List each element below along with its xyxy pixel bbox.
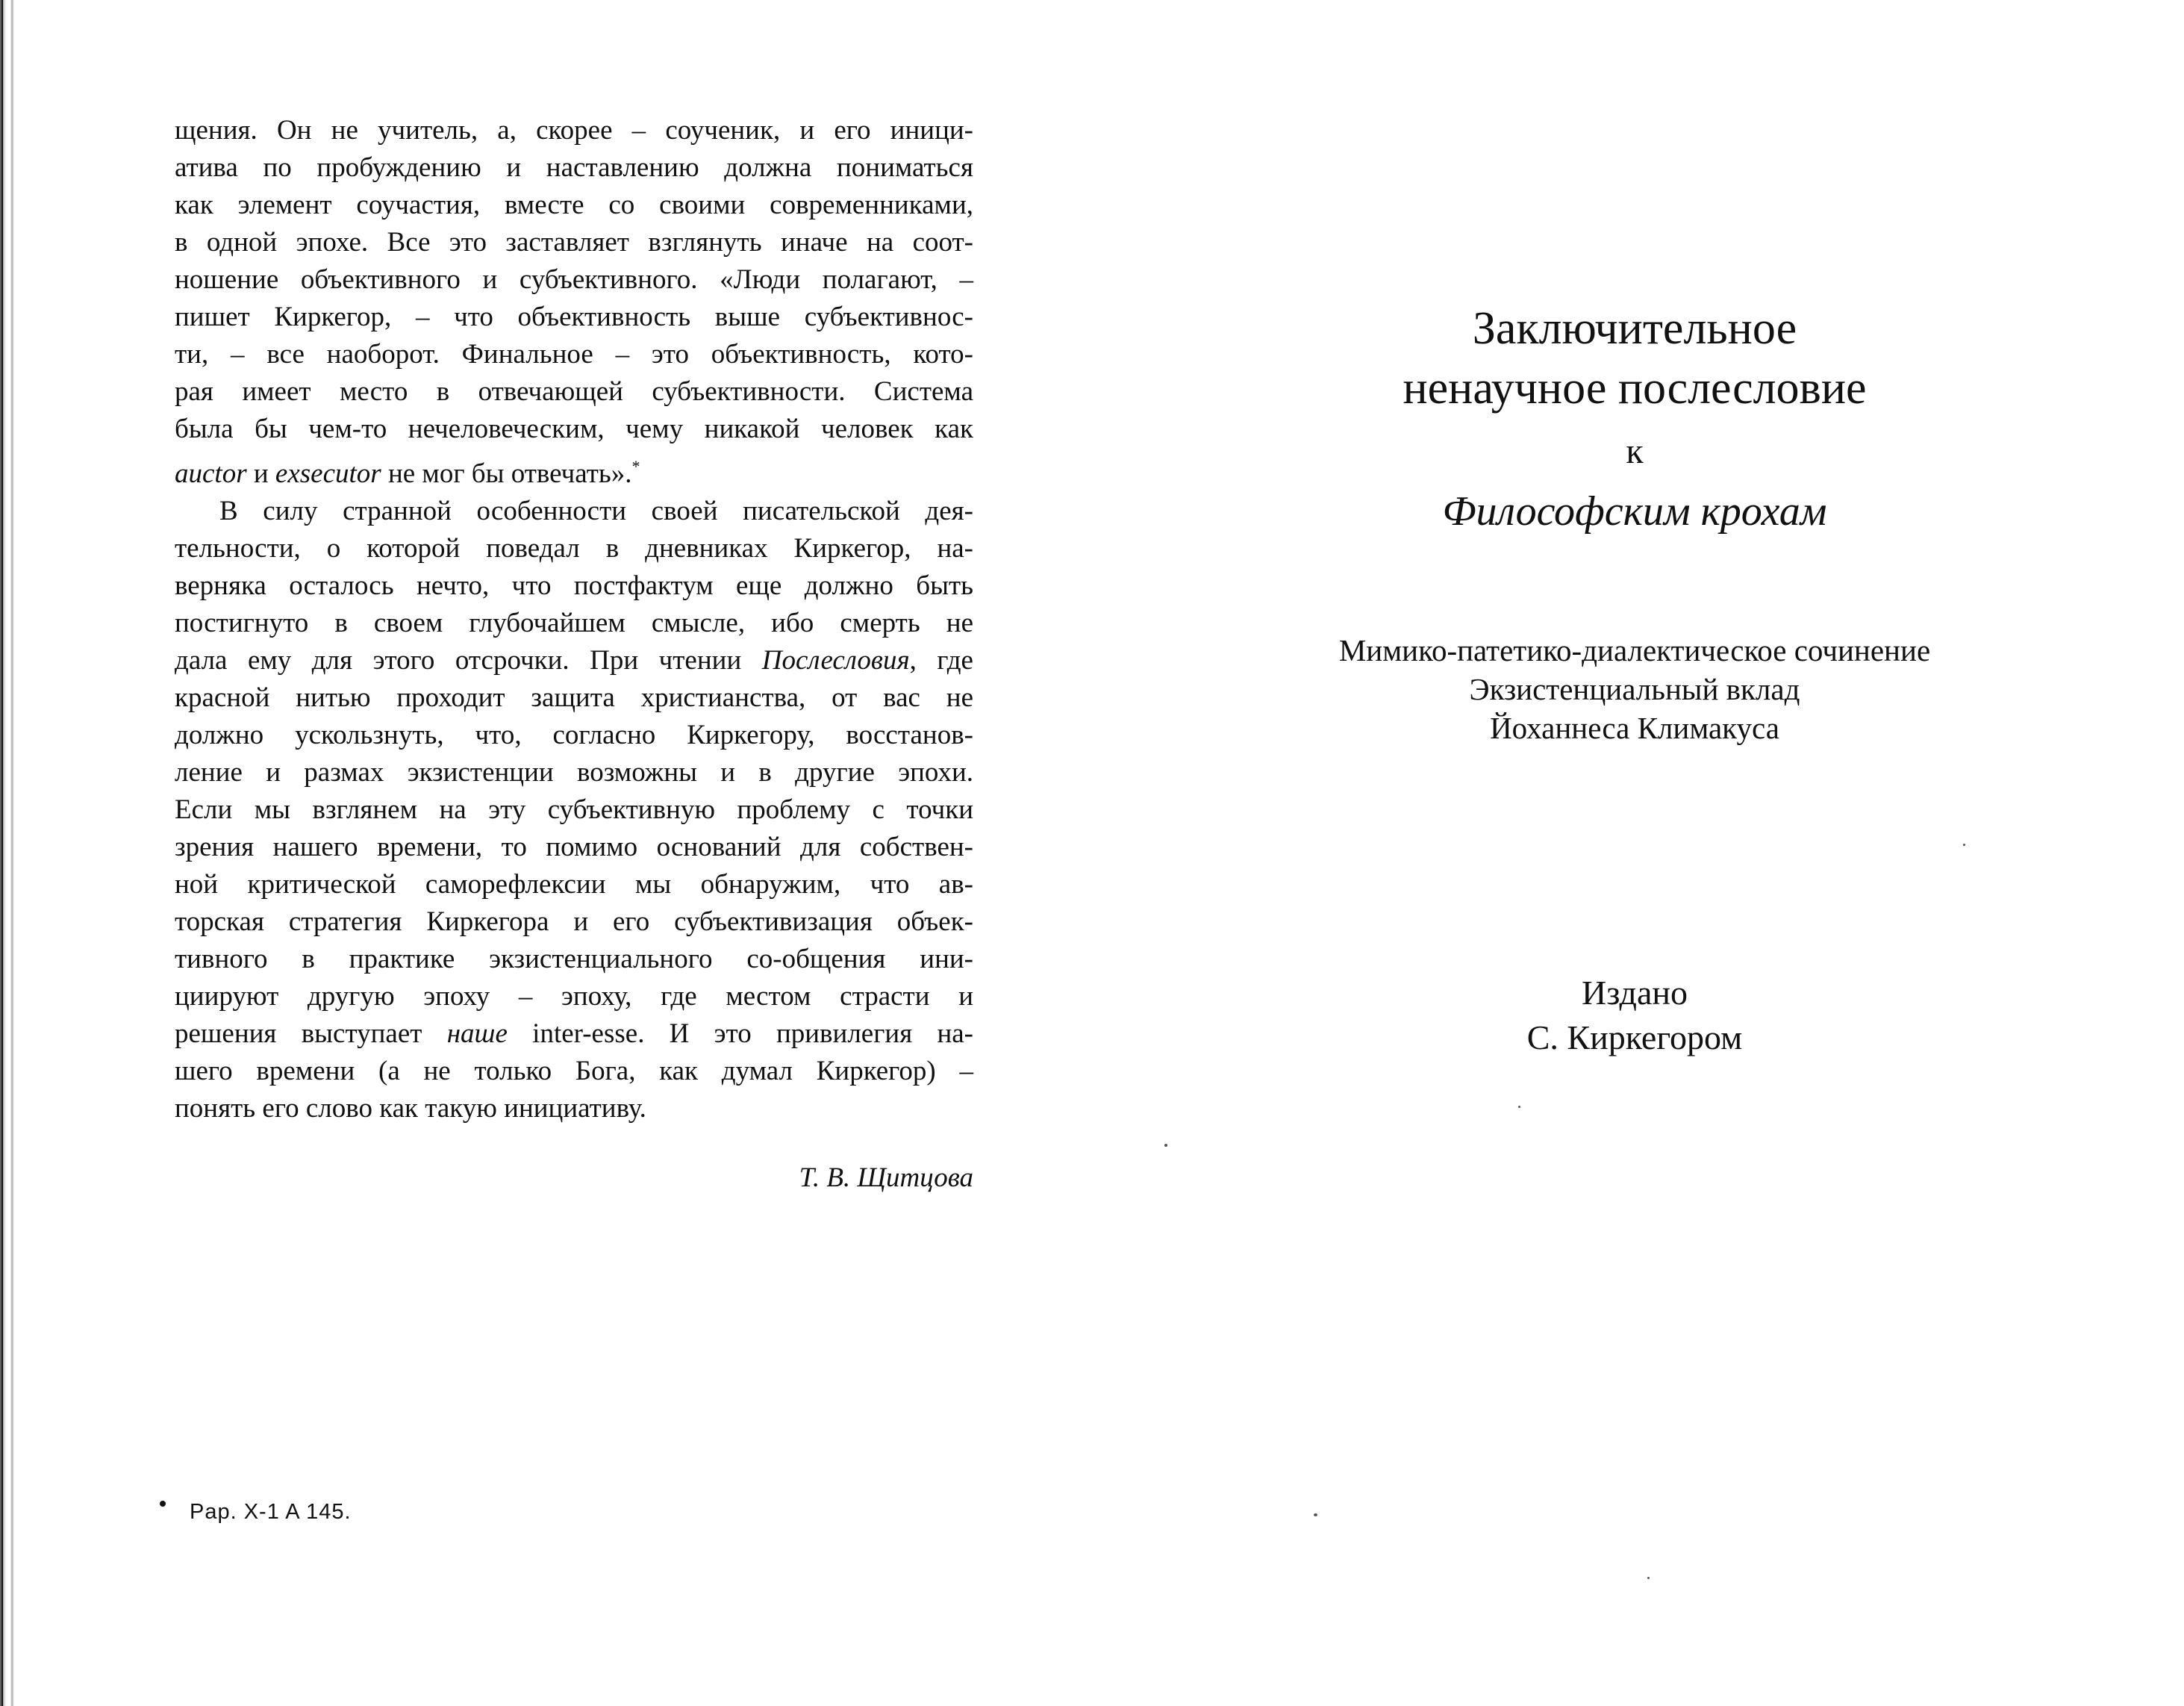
author-signature: Т. В. Щитцова <box>799 1162 973 1193</box>
footnote-text: Pap. X-1 A 145. <box>190 1500 352 1524</box>
book-title <box>1261 299 2008 418</box>
text-line: шего времени (а не только Бога, как думал Киркегор) – <box>175 1056 973 1086</box>
scan-speck <box>1518 1106 1520 1108</box>
book-subtitle <box>1261 631 2008 747</box>
scan-speck <box>1647 1577 1650 1579</box>
text-line: красной нитью проходит защита христианства, от вас не <box>175 682 973 713</box>
latin-term-exsecutor: exsecutor <box>275 458 381 489</box>
text-line: понять его слово как такую инициативу. <box>175 1093 646 1124</box>
text-line: ление и размах экзистенции возможны и в другие эпохи. <box>175 757 973 788</box>
paragraph-2 <box>175 493 973 1127</box>
text-line: тельности, о которой поведал в дневниках Киркегор, на- <box>175 533 973 564</box>
text-line: пишет Киркегор, – что объективность выше субъективнос- <box>175 302 973 332</box>
text-fragment: решения выступает <box>175 1018 447 1049</box>
text-line: атива по пробуждению и наставлению должна пониматься <box>175 152 973 183</box>
subtitle-line-3: Йоханнеса Климакуса <box>1490 711 1779 745</box>
title-preposition: к <box>1626 432 1644 471</box>
text-line: в одной эпохе. Все это заставляет взглянуть иначе на соот- <box>175 227 973 258</box>
text-line: должно ускользнуть, что, согласно Киркегору, восстанов- <box>175 720 973 750</box>
title-line-2: ненаучное послесловие <box>1403 363 1867 414</box>
book-title-reference: Послесловия <box>761 645 910 676</box>
title-line-1: Заключительное <box>1472 303 1797 354</box>
text-line: щения. Он не учитель, а, скорее – соученик, и его иници- <box>175 115 973 146</box>
text-fragment: дала ему для этого отсрочки. При чтении <box>175 645 762 676</box>
text-fragment: , где <box>909 645 973 676</box>
text-line: тивного в практике экзистенциального со-общения ини- <box>175 944 973 974</box>
subtitle-line-1: Мимико-патетико-диалектическое сочинение <box>1338 633 1931 667</box>
text-fragment: inter-esse. И это привилегия на- <box>507 1018 973 1049</box>
text-line: была бы чем-то нечеловеческим, чему никакой человек как <box>175 414 973 444</box>
scan-speck <box>1164 1144 1167 1147</box>
publisher-block <box>1261 971 2008 1060</box>
conjunction: и <box>246 458 275 489</box>
emphasis-nashe: наше <box>446 1018 508 1049</box>
text-line: зрения нашего времени, то помимо оснований для собствен- <box>175 832 973 862</box>
text-line <box>175 448 973 493</box>
publisher-line-1: Издано <box>1582 974 1688 1012</box>
text-line <box>175 642 973 679</box>
text-line: торская стратегия Киркегора и его субъективизация объек- <box>175 906 973 937</box>
binding-line <box>1 0 3 1706</box>
text-line: как элемент соучастия, вместе со своими современниками, <box>175 190 973 220</box>
publisher-line-2: С. Киркегором <box>1526 1018 1743 1056</box>
scan-speck <box>1314 1513 1317 1516</box>
latin-term-auctor: auctor <box>175 458 247 489</box>
text-line: рая имеет место в отвечающей субъективности. Система <box>175 376 973 407</box>
footnote-marker[interactable]: * <box>631 457 640 476</box>
paragraph-1 <box>175 112 973 493</box>
text-line: В силу странной особенности своей писательской дея- <box>219 496 973 526</box>
title-italic-part: Философским крохам <box>1442 488 1827 535</box>
footnote <box>160 1497 352 1527</box>
text-line: ношение объективного и субъективного. «Люди полагают, – <box>175 264 973 295</box>
subtitle-line-2: Экзистенциальный вклад <box>1469 672 1800 706</box>
text-line: Если мы взглянем на эту субъективную проблему с точки <box>175 794 973 825</box>
quote-end: не мог бы отвечать». <box>381 458 632 489</box>
left-page <box>175 112 973 1193</box>
text-line <box>175 1015 973 1053</box>
text-line: циируют другую эпоху – эпоху, где местом страсти и <box>175 981 973 1012</box>
text-line: верняка осталось нечто, что постфактум еще должно быть <box>175 570 973 601</box>
scan-speck <box>1963 844 1965 846</box>
text-line: ти, – все наоборот. Финальное – это объективность, кото- <box>175 339 973 370</box>
footnote-bullet-icon <box>160 1501 166 1507</box>
text-line: ной критической саморефлексии мы обнаружим, что ав- <box>175 869 973 900</box>
text-line: постигнуто в своем глубочайшем смысле, ибо смерть не <box>175 608 973 638</box>
